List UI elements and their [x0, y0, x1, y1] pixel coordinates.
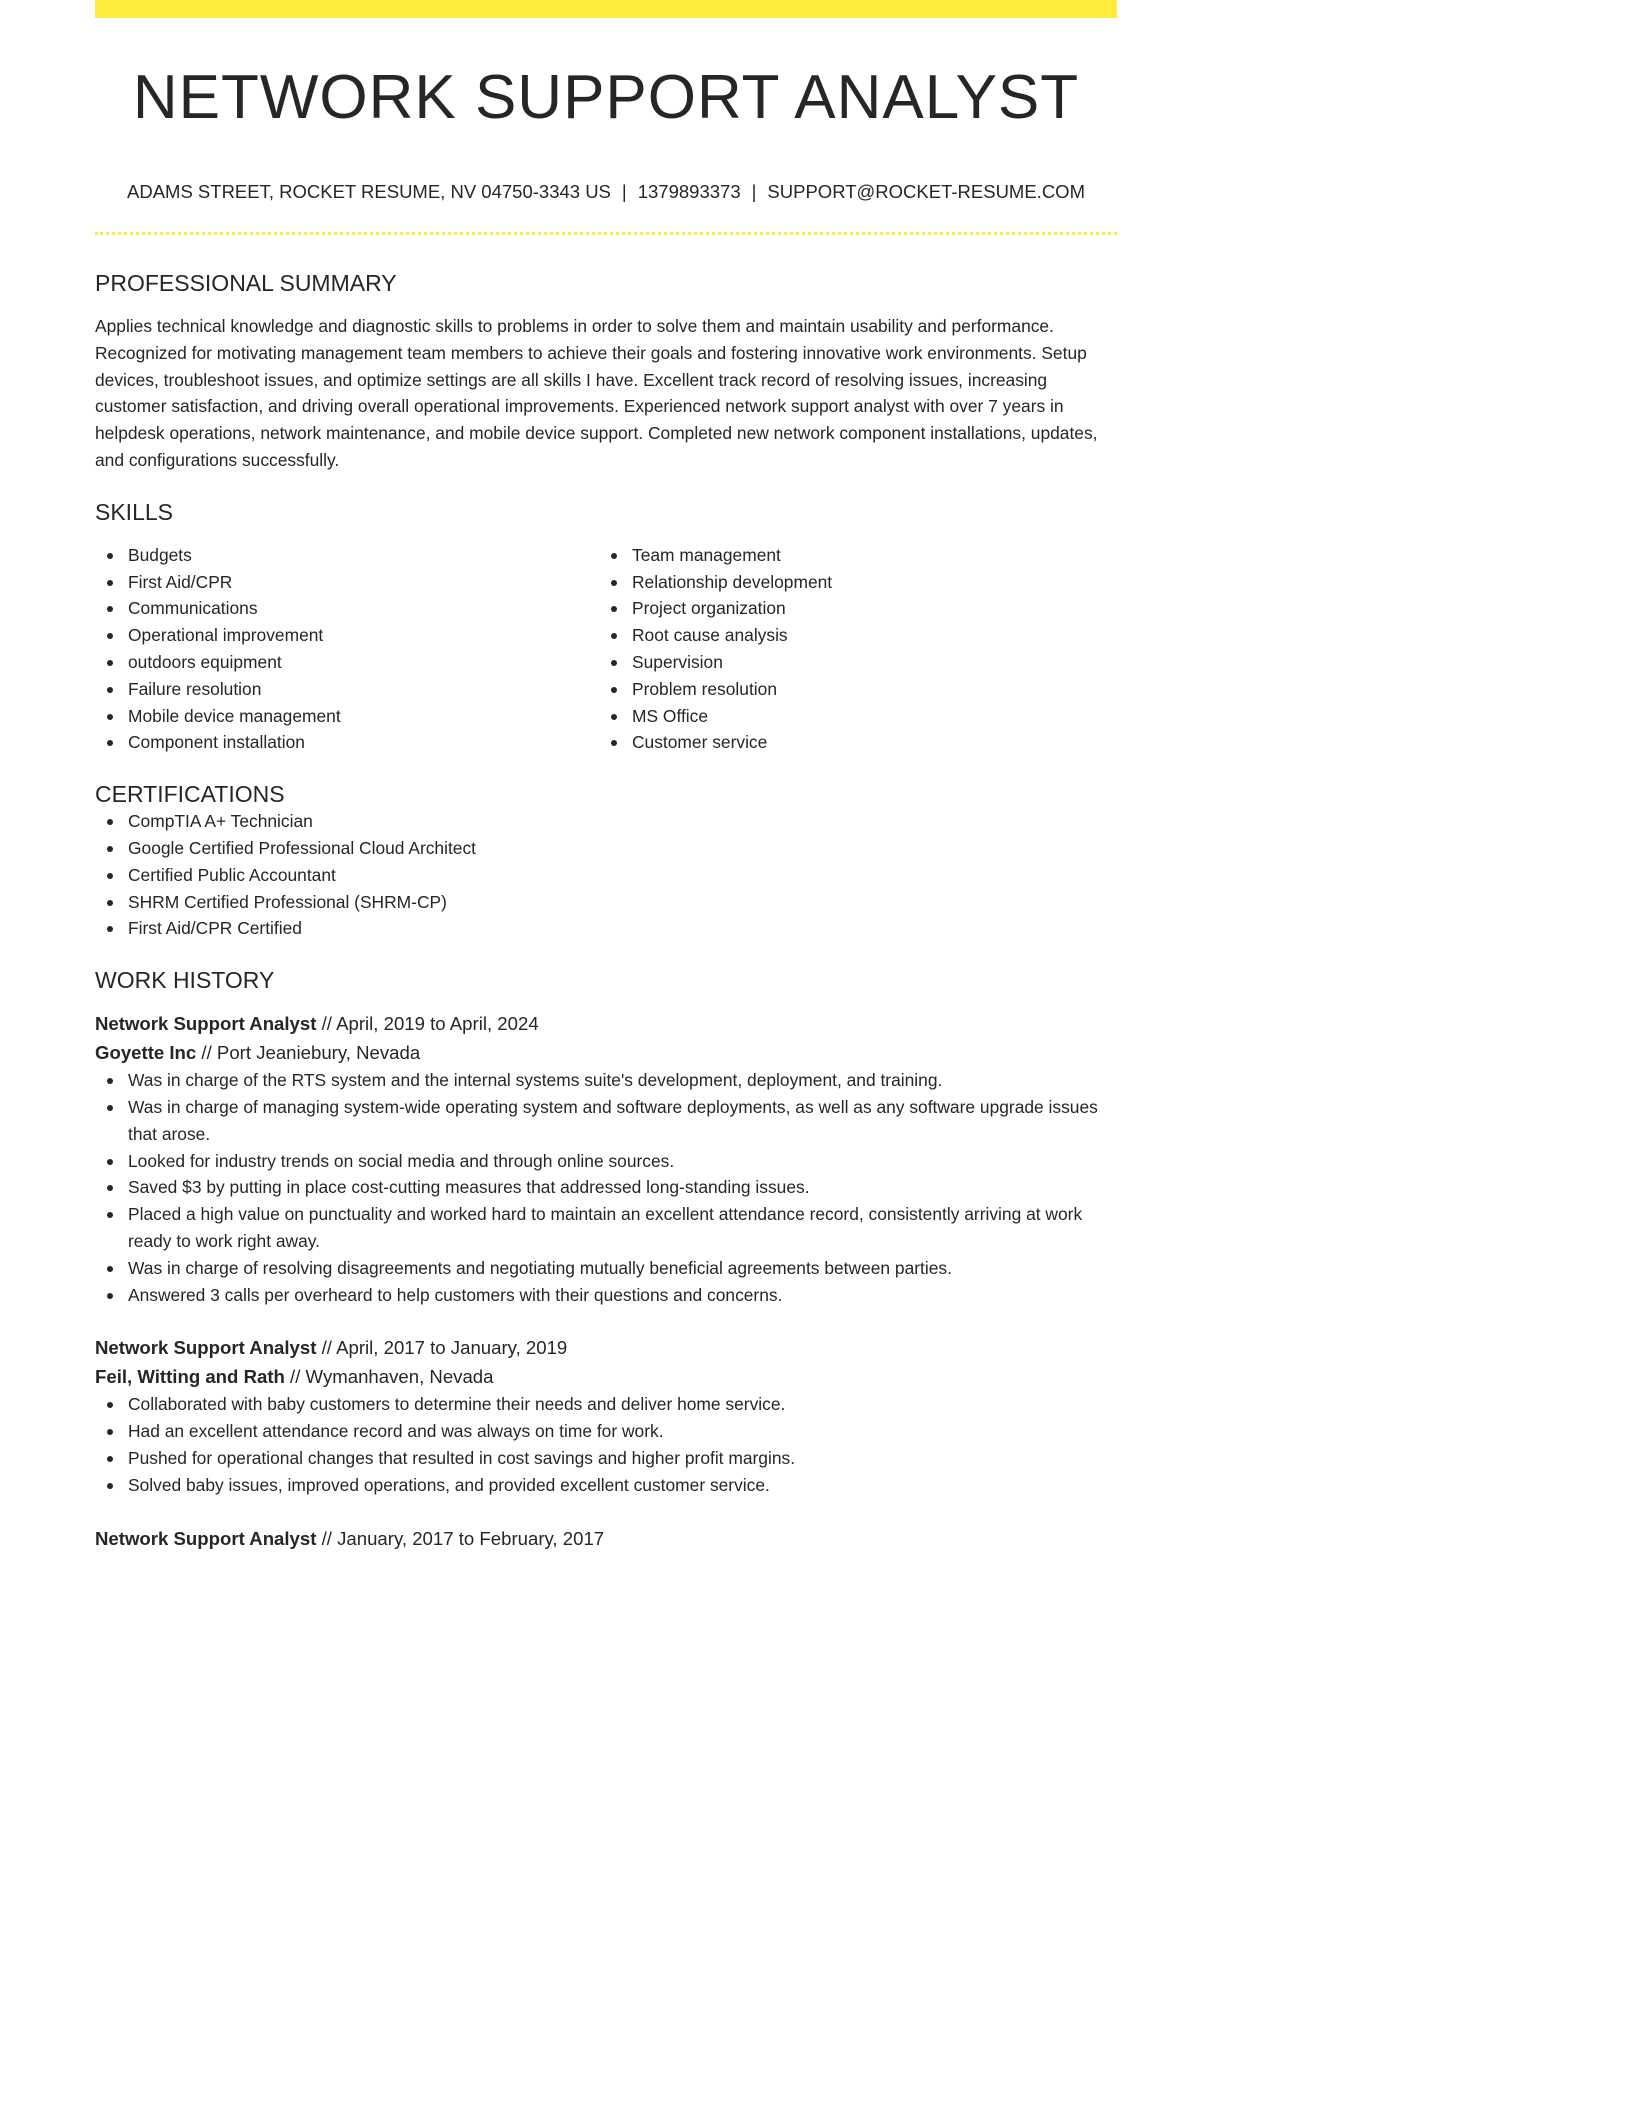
certification-item: Certified Public Accountant: [95, 862, 1117, 889]
job-duty: Placed a high value on punctuality and worked hard to maintain an excellent attendance record, consistently arriving at work ready to work right away.: [95, 1201, 1117, 1255]
skill-item: Component installation: [95, 729, 599, 756]
resume-page: [95, 0, 1117, 1553]
skill-item: Relationship development: [599, 569, 1103, 596]
job-duties-list: [95, 1391, 1117, 1498]
contact-email: SUPPORT@ROCKET-RESUME.COM: [767, 181, 1085, 202]
job-duty: Pushed for operational changes that resulted in cost savings and higher profit margins.: [95, 1445, 1117, 1472]
skill-item: Supervision: [599, 649, 1103, 676]
skill-item: Communications: [95, 595, 599, 622]
job-title-line: [95, 1010, 1117, 1039]
job-title-line: [95, 1525, 1117, 1554]
skill-item: MS Office: [599, 703, 1103, 730]
contact-line: [95, 180, 1117, 204]
certifications-list: [95, 808, 1117, 942]
skill-item: Problem resolution: [599, 676, 1103, 703]
job-entry: [95, 1334, 1117, 1498]
job-company: Feil, Witting and Rath: [95, 1365, 285, 1387]
skill-item: Budgets: [95, 542, 599, 569]
header-divider: [95, 232, 1117, 235]
skills-list-left: [95, 542, 599, 756]
job-company-line: [95, 1039, 1117, 1068]
certification-item: First Aid/CPR Certified: [95, 915, 1117, 942]
summary-heading: PROFESSIONAL SUMMARY: [95, 270, 397, 296]
skill-item: Customer service: [599, 729, 1103, 756]
job-location: // Wymanhaven, Nevada: [284, 1365, 494, 1387]
skill-item: outdoors equipment: [95, 649, 599, 676]
job-duties-list: [95, 1067, 1117, 1308]
skill-item: Project organization: [599, 595, 1103, 622]
skill-item: Team management: [599, 542, 1103, 569]
skills-columns: [95, 542, 1117, 756]
certification-item: SHRM Certified Professional (SHRM-CP): [95, 889, 1117, 916]
skill-item: First Aid/CPR: [95, 569, 599, 596]
job-duty: Saved $3 by putting in place cost-cutting measures that addressed long-standing issues.: [95, 1174, 1117, 1201]
skill-item: Operational improvement: [95, 622, 599, 649]
job-duty: Solved baby issues, improved operations, and provided excellent customer service.: [95, 1472, 1117, 1499]
job-duty: Was in charge of managing system-wide operating system and software deployments, as well as any software upgrade issues that arose.: [95, 1094, 1117, 1148]
certification-item: Google Certified Professional Cloud Architect: [95, 835, 1117, 862]
contact-address: ADAMS STREET, ROCKET RESUME, NV 04750-3343 US: [127, 181, 611, 202]
skill-item: Root cause analysis: [599, 622, 1103, 649]
summary-text: Applies technical knowledge and diagnostic skills to problems in order to solve them and maintain usability and performance. Recognized for motivating management team members to achieve their goals and fostering innovative work environments. Setup devices, troubleshoot issues, and optimize settings are all skills I have. Excellent track record of resolving issues, increasing customer satisfaction, and driving overall operational improvements. Experienced network support analyst with over 7 years in helpdesk operations, network maintenance, and mobile device support. Completed new network component installations, updates, and configurations successfully.: [95, 316, 1098, 470]
job-duty: Had an excellent attendance record and was always on time for work.: [95, 1418, 1117, 1445]
job-role: Network Support Analyst: [95, 1013, 317, 1035]
skills-list-right: [599, 542, 1103, 756]
job-entry: [95, 1010, 1117, 1308]
job-entry: [95, 1525, 1117, 1554]
contact-phone: 1379893373: [637, 181, 741, 202]
skill-item: Failure resolution: [95, 676, 599, 703]
skills-heading: SKILLS: [95, 498, 173, 525]
candidate-name: NETWORK SUPPORT ANALYST: [132, 63, 1080, 132]
job-duty: Answered 3 calls per overheard to help customers with their questions and concerns.: [95, 1282, 1117, 1309]
job-company-line: [95, 1363, 1117, 1392]
job-dates: // January, 2017 to February, 2017: [316, 1527, 605, 1549]
job-role: Network Support Analyst: [95, 1337, 317, 1359]
certifications-heading: CERTIFICATIONS: [95, 781, 285, 808]
job-duty: Collaborated with baby customers to determine their needs and deliver home service.: [95, 1391, 1117, 1418]
job-company: Goyette Inc: [95, 1041, 197, 1063]
contact-separator: |: [621, 181, 627, 202]
job-dates: // April, 2017 to January, 2019: [316, 1337, 568, 1359]
job-duty: Looked for industry trends on social media and through online sources.: [95, 1148, 1117, 1175]
work-history-heading: WORK HISTORY: [95, 967, 275, 994]
job-dates: // April, 2019 to April, 2024: [316, 1013, 539, 1035]
skill-item: Mobile device management: [95, 703, 599, 730]
contact-separator: |: [751, 181, 757, 202]
job-title-line: [95, 1334, 1117, 1363]
job-role: Network Support Analyst: [95, 1527, 317, 1549]
accent-bar: [95, 0, 1117, 18]
job-duty: Was in charge of the RTS system and the internal systems suite's development, deployment, and training.: [95, 1067, 1117, 1094]
job-location: // Port Jeaniebury, Nevada: [196, 1041, 421, 1063]
certification-item: CompTIA A+ Technician: [95, 808, 1117, 835]
job-duty: Was in charge of resolving disagreements and negotiating mutually beneficial agreements between parties.: [95, 1255, 1117, 1282]
